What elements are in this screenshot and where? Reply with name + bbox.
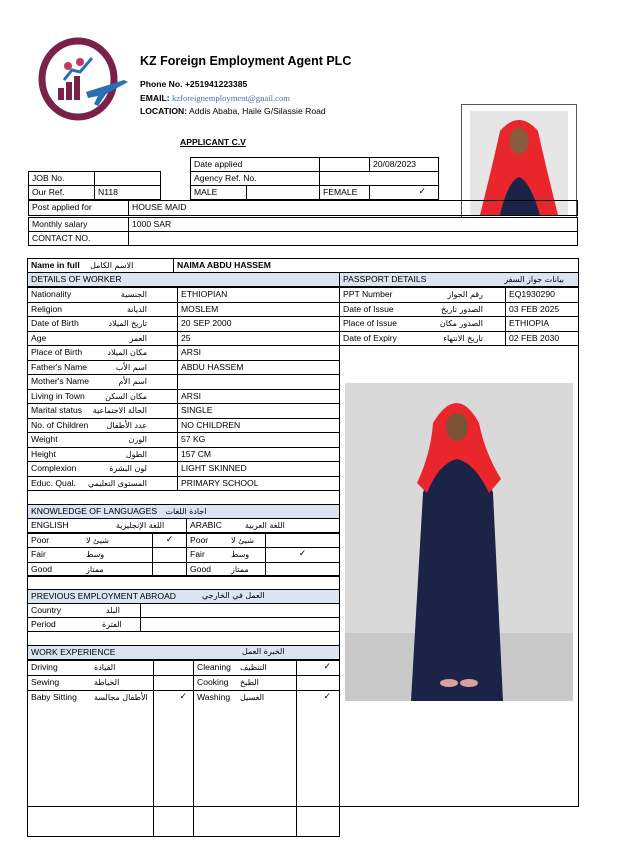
- period-label-en: Period: [31, 619, 56, 629]
- detail-label: Height: [31, 448, 56, 459]
- contact-label: CONTACT NO.: [28, 231, 129, 246]
- detail-label-ar: الديانة: [126, 304, 147, 314]
- detail-label-ar: العمر: [129, 333, 147, 343]
- company-email: [140, 93, 290, 103]
- detail-label: Marital status: [31, 405, 83, 415]
- detail-label-ar: لون البشرة: [109, 464, 147, 473]
- passport-label-ar: تاريخ الانتهاء: [443, 333, 483, 343]
- english-level-label: Poor: [31, 535, 50, 545]
- experience-right-label: Cooking: [197, 677, 229, 687]
- detail-label-cell: [27, 432, 178, 448]
- english-level-cell: [27, 547, 153, 562]
- previous-header: [27, 589, 340, 604]
- exp-col-line-3: [296, 704, 297, 807]
- detail-label-cell: [27, 331, 178, 347]
- english-label-ar: اللغة الإنجليزية: [116, 521, 165, 530]
- arabic-level-ar: شيئ لا: [231, 536, 254, 545]
- experience-right-cell: [193, 675, 297, 691]
- passport-label-cell: [339, 331, 506, 347]
- cv-title: APPLICANT C.V: [180, 137, 246, 147]
- detail-label-cell: [27, 345, 178, 361]
- experience-left-label: Baby Sitting: [31, 692, 77, 702]
- passport-value: 03 FEB 2025: [505, 302, 579, 318]
- arabic-level-check: [265, 533, 340, 548]
- detail-label-ar: مكان الميلاد: [107, 348, 147, 357]
- detail-value: MOSLEM: [177, 302, 340, 318]
- detail-value: ABDU HASSEM: [177, 360, 340, 376]
- detail-label: Mother's Name: [31, 376, 89, 386]
- detail-value: [177, 374, 340, 390]
- company-name: KZ Foreign Employment Agent PLC: [140, 54, 352, 68]
- detail-value: ARSI: [177, 389, 340, 405]
- detail-label-ar: اسم الأب: [115, 362, 147, 372]
- english-label: ENGLISH: [31, 520, 69, 530]
- passport-label-cell: [339, 316, 506, 332]
- passport-label-cell: [339, 287, 506, 303]
- period-label: [27, 617, 141, 632]
- location-value: Addis Ababa, Haile G/Silassie Road: [189, 106, 326, 116]
- detail-label: Age: [31, 332, 47, 343]
- experience-left-ar: الأطفال مجالسة: [94, 693, 148, 702]
- experience-right-cell: [193, 660, 297, 676]
- job-no-label: JOB No.: [28, 171, 95, 186]
- detail-label-cell: [27, 418, 178, 434]
- detail-label-ar: مكان السكن: [105, 391, 147, 401]
- experience-left-label: Sewing: [31, 677, 60, 687]
- detail-label-ar: الطول: [125, 449, 147, 459]
- male-check: [246, 185, 320, 200]
- detail-value: ARSI: [177, 345, 340, 361]
- name-value: NAIMA ABDU HASSEM: [173, 258, 579, 273]
- detail-value: PRIMARY SCHOOL: [177, 476, 340, 492]
- experience-left-label: Driving: [31, 662, 58, 672]
- detail-label-cell: [27, 360, 178, 376]
- passport-header-en: PASSPORT DETAILS: [343, 274, 427, 284]
- detail-label: Date of Birth: [31, 318, 79, 328]
- email-label: EMAIL:: [140, 93, 170, 103]
- arabic-level-check: ✓: [265, 547, 340, 562]
- detail-value: 57 KG: [177, 432, 340, 448]
- detail-value: 20 SEP 2000: [177, 316, 340, 332]
- detail-label-ar: الجنسية: [120, 290, 147, 299]
- english-level-ar: وسط: [86, 550, 105, 560]
- detail-label: Religion: [31, 303, 63, 314]
- passport-label: Place of Issue: [343, 318, 397, 328]
- country-label-en: Country: [31, 605, 62, 615]
- arabic-level-label: Good: [190, 563, 212, 574]
- experience-left-ar: القيادة: [94, 663, 116, 672]
- detail-label: Nationality: [31, 289, 72, 299]
- details-blank-row: [27, 490, 340, 505]
- detail-label-cell: [27, 374, 178, 390]
- experience-right-ar: الطبخ: [240, 678, 259, 687]
- detail-label-cell: [27, 389, 178, 405]
- arabic-level-label: Fair: [190, 549, 205, 560]
- passport-label: PPT Number: [343, 289, 393, 299]
- post-label: Post applied for: [28, 200, 129, 216]
- company-location: [140, 106, 326, 116]
- english-level-label: Good: [31, 563, 53, 574]
- agency-ref-label: Agency Ref. No.: [190, 171, 320, 186]
- previous-blank-row: [27, 631, 340, 646]
- experience-left-cell: [27, 690, 154, 837]
- experience-header-ar: الخبرة العمل: [242, 647, 285, 656]
- english-level-ar: ممتاز: [86, 564, 104, 574]
- passport-value: ETHIOPIA: [505, 316, 579, 332]
- full-photo: [345, 383, 573, 701]
- detail-label-cell: [27, 287, 178, 303]
- english-level-check: ✓: [152, 533, 187, 548]
- detail-label-ar: تاريخ الميلاد: [108, 319, 147, 328]
- detail-label-cell: [27, 461, 178, 477]
- phone-value: +251941223385: [184, 79, 248, 89]
- exp-col-line-4: [339, 645, 340, 807]
- arabic-level-ar: وسط: [231, 550, 250, 560]
- arabic-level-cell: [186, 547, 266, 562]
- salary-value: 1000 SAR: [128, 217, 578, 232]
- email-link[interactable]: kzforeignemployment@gnail.com: [172, 93, 290, 103]
- experience-left-check: ✓: [153, 690, 194, 837]
- passport-label-ar: رقم الجواز: [447, 290, 483, 299]
- phone-label: Phone No.: [140, 79, 183, 89]
- arabic-label: ARABIC: [190, 520, 222, 530]
- name-label-ar: الاسم الكامل: [90, 261, 134, 270]
- country-label-ar: البلد: [106, 606, 120, 615]
- passport-header-ar: بيانات جواز السفر: [504, 275, 564, 284]
- location-label: LOCATION:: [140, 106, 188, 116]
- female-label: FEMALE: [319, 185, 370, 200]
- female-check: ✓: [369, 185, 439, 200]
- previous-header-ar: العمل في الخارجي: [202, 591, 265, 600]
- detail-label-ar: اسم الأم: [118, 377, 147, 386]
- name-label-en: Name in full: [31, 260, 80, 270]
- experience-left-cell: [27, 660, 154, 676]
- english-level-ar: شيئ لا: [86, 536, 109, 545]
- languages-header: [27, 504, 340, 519]
- detail-label-ar: المستوى التعليمي: [87, 478, 147, 488]
- detail-value: 25: [177, 331, 340, 347]
- exp-col-line-2: [193, 704, 194, 807]
- detail-value: LIGHT SKINNED: [177, 461, 340, 477]
- english-header: [27, 518, 187, 533]
- experience-right-check: ✓: [296, 690, 340, 837]
- experience-right-label: Cleaning: [197, 662, 231, 672]
- exp-col-line-1: [153, 704, 154, 807]
- detail-label: Weight: [31, 434, 58, 444]
- detail-label-cell: [27, 302, 178, 318]
- company-logo: [36, 36, 130, 122]
- detail-label-ar: عدد الأطفال: [106, 420, 147, 430]
- english-level-check: [152, 547, 187, 562]
- arabic-level-label: Poor: [190, 535, 209, 545]
- experience-header: [27, 645, 340, 660]
- passport-label-ar: الصدور مكان: [439, 319, 483, 328]
- date-applied-value: 20/08/2023: [369, 157, 439, 172]
- arabic-label-ar: اللغة العربية: [245, 521, 285, 530]
- passport-value: EQ1930290: [505, 287, 579, 303]
- period-label-ar: الفترة: [102, 620, 122, 629]
- details-header: DETAILS OF WORKER: [27, 272, 340, 287]
- arabic-header: [186, 518, 340, 533]
- detail-label-cell: [27, 403, 178, 419]
- experience-right-check: ✓: [296, 660, 340, 676]
- salary-label: Monthly salary: [28, 217, 129, 232]
- detail-label: No. of Children: [31, 419, 89, 430]
- our-ref-value: N118: [94, 185, 161, 200]
- passport-label-cell: [339, 302, 506, 318]
- experience-right-ar: التنظيف: [240, 663, 267, 672]
- experience-right-check: [296, 675, 340, 691]
- name-label: [27, 258, 174, 273]
- experience-left-check: [153, 660, 194, 676]
- post-value: HOUSE MAID: [128, 200, 578, 216]
- period-value: [140, 617, 340, 632]
- passport-label: Date of Expiry: [343, 332, 397, 343]
- previous-header-en: PREVIOUS EMPLOYMENT ABROAD: [31, 591, 177, 601]
- detail-value: ETHIOPIAN: [177, 287, 340, 303]
- arabic-level-cell: [186, 533, 266, 548]
- experience-right-ar: الغسيل: [240, 693, 265, 702]
- our-ref-label: Our Ref.: [28, 185, 95, 200]
- detail-label-cell: [27, 476, 178, 492]
- experience-left-ar: الخياطة: [94, 678, 120, 687]
- passport-label-ar: الصدور تاريخ: [441, 304, 483, 314]
- detail-value: SINGLE: [177, 403, 340, 419]
- date-applied-label: Date applied: [190, 157, 320, 172]
- passport-label: Date of Issue: [343, 303, 394, 314]
- male-label: MALE: [190, 185, 247, 200]
- detail-label-cell: [27, 316, 178, 332]
- company-phone: [140, 79, 247, 89]
- detail-label: Father's Name: [31, 361, 88, 372]
- experience-left-cell: [27, 675, 154, 691]
- arabic-level-ar: ممتاز: [231, 564, 249, 574]
- country-value: [140, 603, 340, 618]
- passport-header: [339, 272, 579, 287]
- agency-ref-value: [319, 171, 439, 186]
- languages-header-en: KNOWLEDGE OF LANGUAGES: [31, 506, 158, 516]
- experience-right-cell: [193, 690, 297, 837]
- languages-header-ar: اجادة اللغات: [165, 507, 207, 516]
- country-label: [27, 603, 141, 618]
- passport-value: 02 FEB 2030: [505, 331, 579, 347]
- date-applied-blank: [319, 157, 370, 172]
- detail-label: Living in Town: [31, 390, 85, 401]
- experience-right-label: Washing: [197, 692, 231, 702]
- detail-label-cell: [27, 447, 178, 463]
- contact-value: [128, 231, 578, 246]
- experience-left-check: [153, 675, 194, 691]
- detail-label: Educ. Qual.: [31, 477, 76, 488]
- detail-value: NO CHILDREN: [177, 418, 340, 434]
- detail-value: 157 CM: [177, 447, 340, 463]
- detail-label-ar: الوزن: [128, 435, 147, 444]
- detail-label: Complexion: [31, 463, 77, 473]
- experience-header-en: WORK EXPERIENCE: [31, 647, 116, 657]
- languages-blank-row: [27, 575, 340, 590]
- detail-label: Place of Birth: [31, 347, 83, 357]
- detail-label-ar: الحالة الاجتماعية: [92, 406, 147, 415]
- english-level-label: Fair: [31, 549, 46, 560]
- english-level-cell: [27, 533, 153, 548]
- job-no-value: [94, 171, 161, 186]
